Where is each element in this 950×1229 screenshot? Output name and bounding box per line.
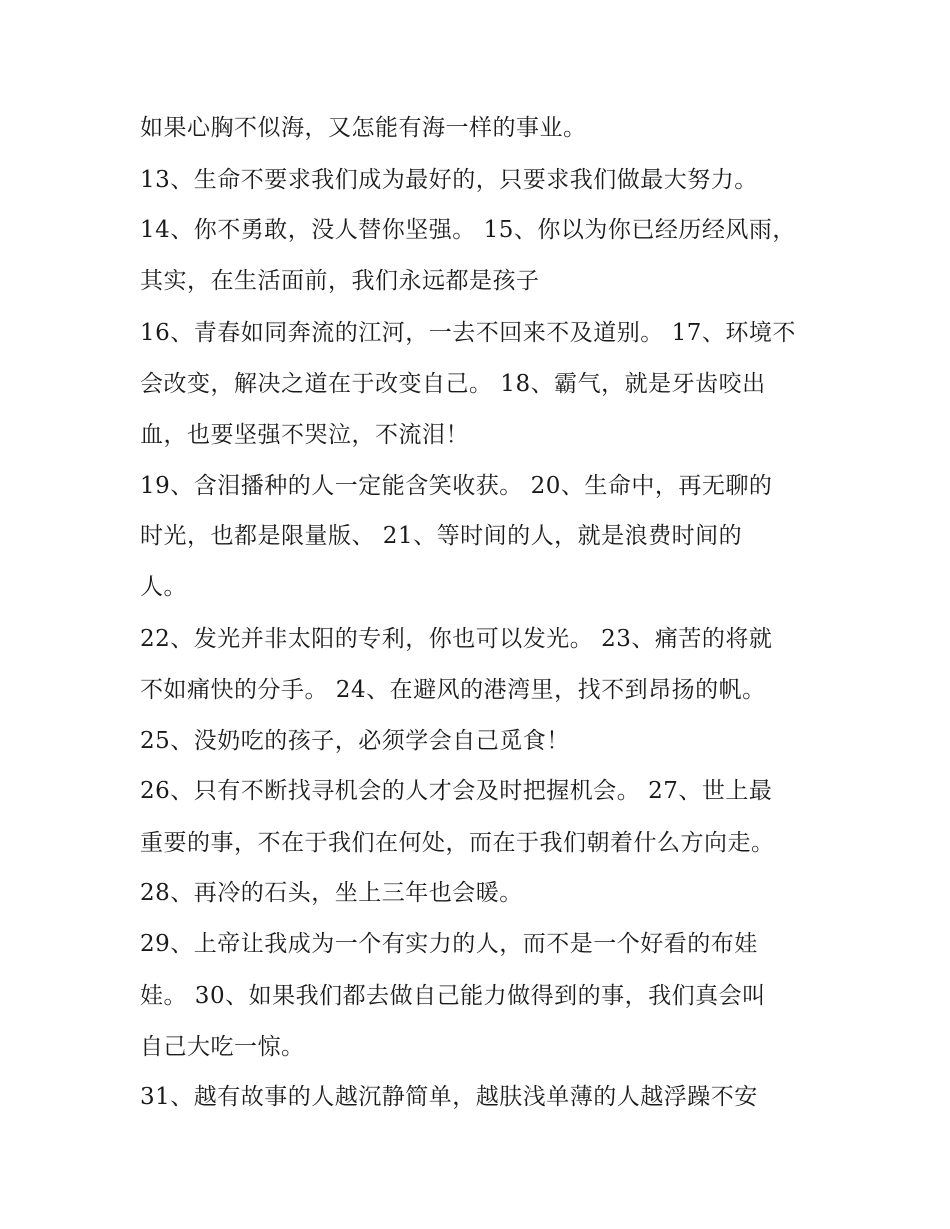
text-line: 19、含泪播种的人一定能含笑收获。 20、生命中，再无聊的: [140, 473, 773, 499]
text-line: 26、只有不断找寻机会的人才会及时把握机会。 27、世上最: [140, 778, 773, 804]
text-line: 22、发光并非太阳的专利，你也可以发光。 23、痛苦的将就: [140, 626, 773, 652]
text-line: 16、青春如同奔流的江河，一去不回来不及道别。 17、环境不: [140, 320, 796, 346]
text-line: 29、上帝让我成为一个有实力的人，而不是一个好看的布娃: [140, 931, 758, 957]
text-line: 自己大吃一惊。: [140, 1034, 305, 1060]
text-line: 13、生命不要求我们成为最好的，只要求我们做最大努力。: [140, 167, 758, 193]
text-line: 娃。 30、如果我们都去做自己能力做得到的事，我们真会叫: [140, 983, 766, 1009]
text-line: 重要的事，不在于我们在何处，而在于我们朝着什么方向走。: [140, 830, 775, 856]
text-line: 时光，也都是限量版、 21、等时间的人，就是浪费时间的: [140, 523, 743, 549]
text-line: 如果心胸不似海，又怎能有海一样的事业。: [140, 115, 587, 141]
text-line: 其实，在生活面前，我们永远都是孩子: [140, 268, 540, 294]
text-line: 血，也要坚强不哭泣，不流泪！: [140, 422, 469, 448]
text-line: 人。: [140, 574, 187, 600]
text-line: 不如痛快的分手。 24、在避风的港湾里，找不到昂扬的帆。: [140, 677, 766, 703]
text-line: 14、你不勇敢，没人替你坚强。 15、你以为你已经历经风雨，: [140, 217, 796, 243]
text-line: 28、再冷的石头，坐上三年也会暖。: [140, 880, 523, 906]
text-line: 31、越有故事的人越沉静简单，越肤浅单薄的人越浮躁不安: [140, 1084, 758, 1110]
text-line: 25、没奶吃的孩子，必须学会自己觅食！: [140, 728, 570, 754]
text-line: 会改变，解决之道在于改变自己。 18、霸气，就是牙齿咬出: [140, 371, 766, 397]
